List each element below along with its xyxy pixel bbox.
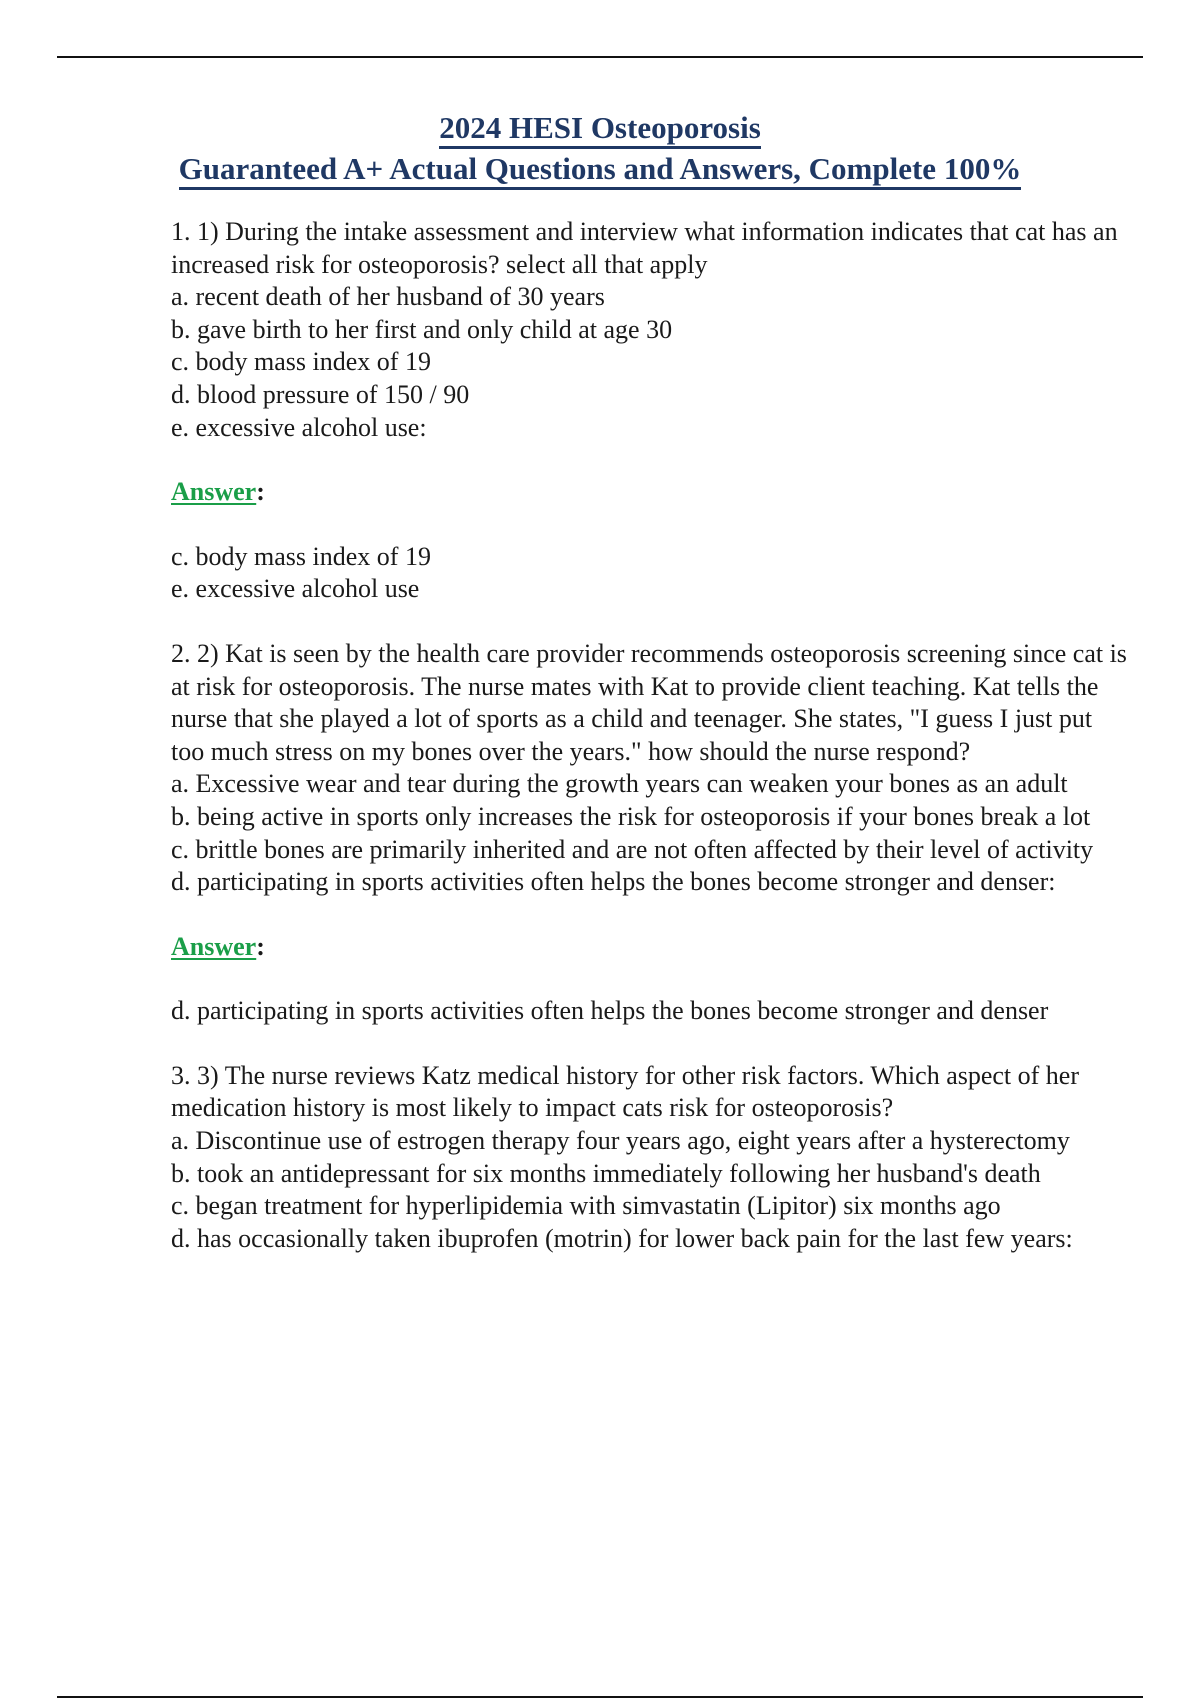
option-a: a. Discontinue use of estrogen therapy four years ago, eight years after a hysterectomy bbox=[171, 1126, 1070, 1156]
answer-block-1 bbox=[171, 541, 1131, 606]
title-line-1: 2024 HESI Osteoporosis bbox=[439, 111, 761, 149]
answer-label: Answer bbox=[171, 931, 257, 961]
answer-heading-2 bbox=[171, 931, 1131, 964]
question-text: 2. 2) Kat is seen by the health care provider recommends osteoporosis screening since cat is at risk for osteoporosis. The nurse mates with Kat to provide client teaching. Kat tells the nurse that she played a lot of sports as a child and teenager. She states, "I guess I just put too much stress on my bones over the years." how should the nurse respond? bbox=[171, 638, 1127, 766]
top-rule bbox=[57, 56, 1143, 58]
answer-line: e. excessive alcohol use bbox=[171, 574, 420, 604]
option-b: b. took an antidepressant for six months immediately following her husband's death bbox=[171, 1158, 1041, 1188]
document-title bbox=[0, 108, 1200, 190]
option-b: b. gave birth to her first and only child at age 30 bbox=[171, 314, 673, 344]
option-d: d. participating in sports activities often helps the bones become stronger and denser: bbox=[171, 867, 1056, 897]
question-text: 1. 1) During the intake assessment and interview what information indicates that cat has an increased risk for osteoporosis? select all that apply bbox=[171, 217, 1118, 279]
answer-block-2 bbox=[171, 995, 1131, 1028]
question-3 bbox=[171, 1060, 1131, 1256]
title-line-2: Guaranteed A+ Actual Questions and Answers, Complete 100% bbox=[179, 152, 1022, 190]
bottom-rule bbox=[57, 1696, 1143, 1698]
question-2 bbox=[171, 638, 1131, 899]
option-c: c. began treatment for hyperlipidemia with simvastatin (Lipitor) six months ago bbox=[171, 1191, 1001, 1221]
option-a: a. recent death of her husband of 30 years bbox=[171, 282, 605, 312]
answer-line: c. body mass index of 19 bbox=[171, 541, 431, 571]
option-d: d. has occasionally taken ibuprofen (motrin) for lower back pain for the last few years: bbox=[171, 1223, 1073, 1253]
option-e: e. excessive alcohol use: bbox=[171, 412, 427, 442]
answer-label: Answer bbox=[171, 477, 257, 507]
option-c: c. body mass index of 19 bbox=[171, 347, 431, 377]
option-d: d. blood pressure of 150 / 90 bbox=[171, 379, 470, 409]
answer-colon: : bbox=[256, 477, 265, 507]
question-1 bbox=[171, 216, 1131, 444]
answer-heading-1 bbox=[171, 476, 1131, 509]
document-body bbox=[171, 216, 1131, 1287]
answer-line: d. participating in sports activities often helps the bones become stronger and denser bbox=[171, 996, 1049, 1026]
option-b: b. being active in sports only increases the risk for osteoporosis if your bones break a lot bbox=[171, 801, 1091, 831]
option-a: a. Excessive wear and tear during the growth years can weaken your bones as an adult bbox=[171, 769, 1068, 799]
answer-colon: : bbox=[256, 931, 265, 961]
option-c: c. brittle bones are primarily inherited and are not often affected by their level of activity bbox=[171, 834, 1094, 864]
question-text: 3. 3) The nurse reviews Katz medical history for other risk factors. Which aspect of her medication history is most likely to impact cats risk for osteoporosis? bbox=[171, 1060, 1080, 1123]
